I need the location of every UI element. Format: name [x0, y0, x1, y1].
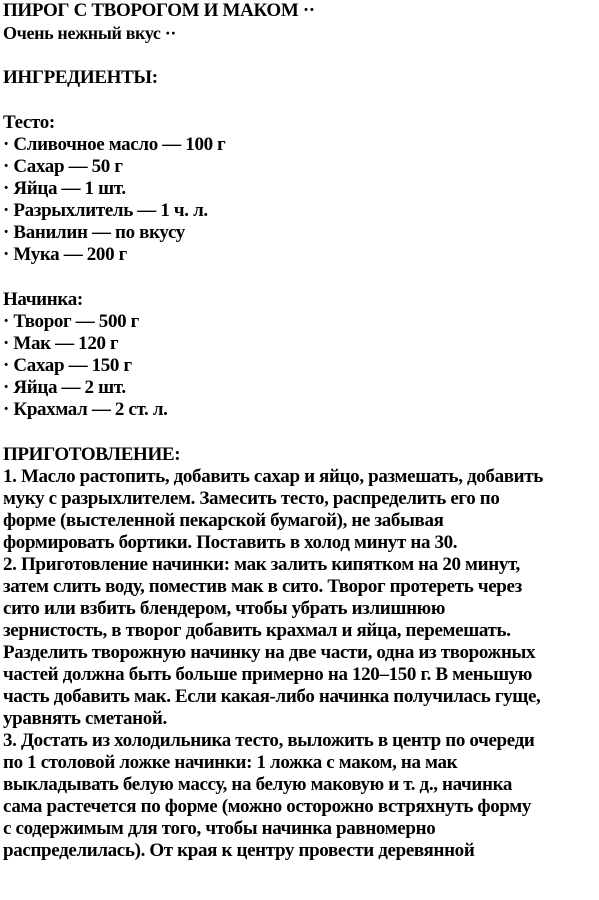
step-line: сама растечется по форме (можно осторожно встряхнуть форму — [3, 796, 532, 817]
spacer — [3, 266, 595, 289]
dough-heading: Тесто: — [3, 112, 55, 133]
recipe-subtitle: Очень нежный вкус ·· — [3, 23, 177, 43]
ingredient-item: · Яйца — 1 шт. — [3, 178, 126, 199]
spacer — [3, 89, 595, 112]
step-line: частей должна быть больше примерно на 120–150 г. В меньшую — [3, 664, 533, 685]
ingredient-item: · Сахар — 50 г — [3, 156, 123, 177]
filling-heading: Начинка: — [3, 289, 83, 310]
step-line: с содержимым для того, чтобы начинка равномерно — [3, 818, 436, 839]
step-line: часть добавить мак. Если какая-либо начинка получилась гуще, — [3, 686, 541, 707]
spacer — [3, 421, 595, 444]
step-line: 3. Достать из холодильника тесто, выложить в центр по очереди — [3, 730, 535, 751]
ingredient-item: · Мак — 120 г — [3, 333, 119, 354]
step-line: распределилась). От края к центру провести деревянной — [3, 840, 475, 861]
recipe-title: ПИРОГ С ТВОРОГОМ И МАКОМ ·· — [3, 0, 315, 21]
ingredient-item: · Ванилин — по вкусу — [3, 222, 185, 243]
step-line: затем слить воду, поместив мак в сито. Творог протереть через — [3, 576, 522, 597]
ingredients-heading: ИНГРЕДИЕНТЫ: — [3, 67, 158, 88]
ingredient-item: · Крахмал — 2 ст. л. — [3, 399, 168, 420]
dough-list — [3, 134, 595, 266]
step-line: зернистость, в творог добавить крахмал и яйца, перемешать. — [3, 620, 511, 641]
ingredient-item: · Мука — 200 г — [3, 244, 127, 265]
filling-list — [3, 311, 595, 421]
step-line: уравнять сметаной. — [3, 708, 167, 729]
step-line: форме (выстеленной пекарской бумагой), не забывая — [3, 510, 444, 531]
ingredient-item: · Сливочное масло — 100 г — [3, 134, 226, 155]
ingredient-item: · Сахар — 150 г — [3, 355, 132, 376]
step-line: муку с разрыхлителем. Замесить тесто, распределить его по — [3, 488, 500, 509]
step-line: Разделить творожную начинку на две части, одна из творожных — [3, 642, 536, 663]
step-line: выкладывать белую массу, на белую маковую и т. д., начинка — [3, 774, 513, 795]
ingredient-item: · Творог — 500 г — [3, 311, 139, 332]
step-line: сито или взбить блендером, чтобы убрать излишнюю — [3, 598, 446, 619]
ingredient-item: · Разрыхлитель — 1 ч. л. — [3, 200, 208, 221]
step-line: по 1 столовой ложке начинки: 1 ложка с маком, на мак — [3, 752, 458, 773]
recipe-document — [3, 0, 595, 862]
ingredient-item: · Яйца — 2 шт. — [3, 377, 126, 398]
step-line: 2. Приготовление начинки: мак залить кипятком на 20 минут, — [3, 554, 520, 575]
step-line: 1. Масло растопить, добавить сахар и яйцо, размешать, добавить — [3, 466, 543, 487]
preparation-steps — [3, 466, 595, 862]
step-line: формировать бортики. Поставить в холод минут на 30. — [3, 532, 458, 553]
preparation-heading: ПРИГОТОВЛЕНИЕ: — [3, 444, 181, 465]
spacer — [3, 44, 595, 67]
